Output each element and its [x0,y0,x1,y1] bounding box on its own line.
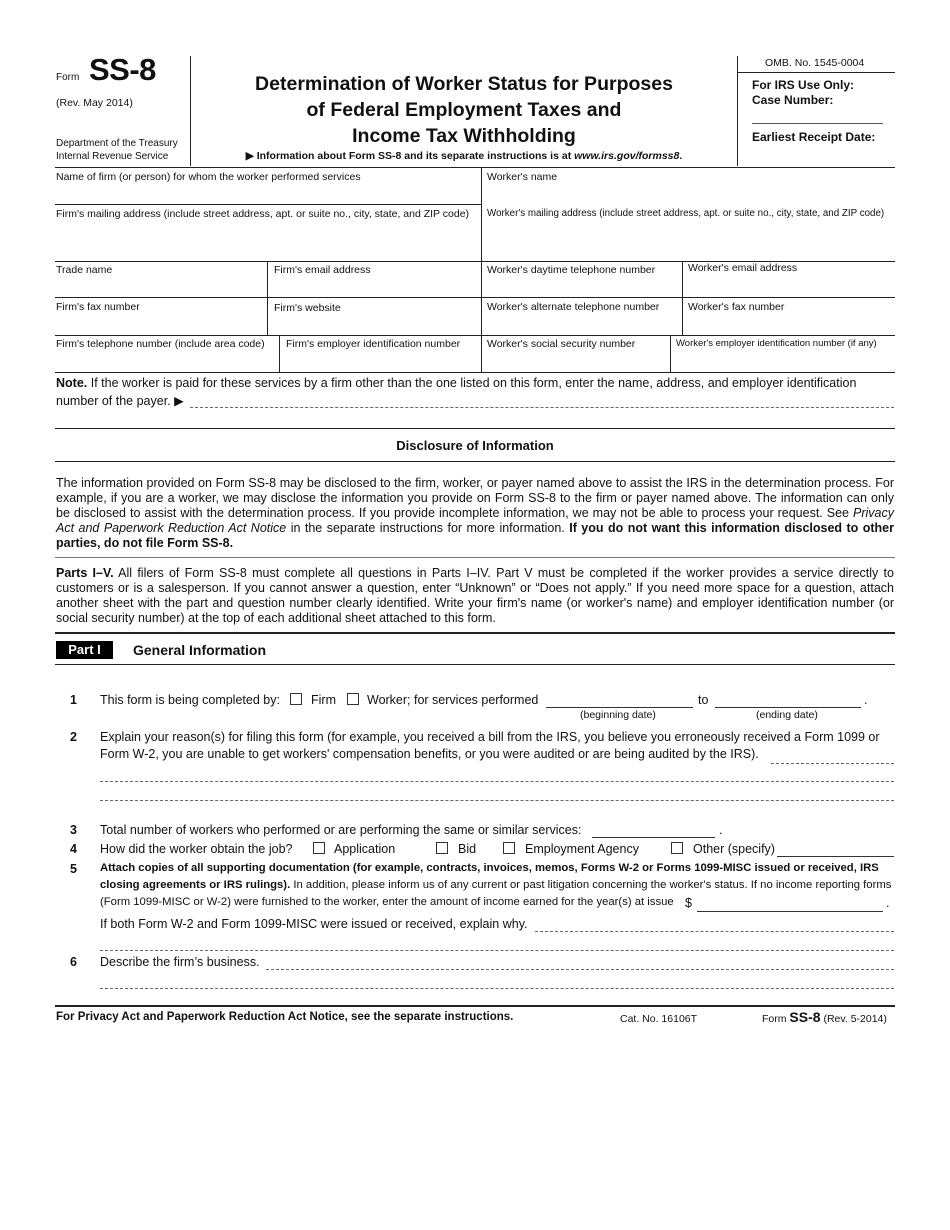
q1-begin-date-input[interactable] [548,692,691,706]
parts-intro-body: All filers of Form SS-8 must complete all questions in Parts I–IV. Part V must be completed if the worker provides a service directly to customers or is a salesperson. If you cannot answer a question, enter “Unknown” or “Does not apply.” If you need more space for a question, attach another sheet with the part and question number clearly identified. Write your firm's name (or worker's name) and employer identification number (or social security number) at the top of each additional sheet attached to this form. [56,566,894,625]
firm-fax-label: Firm's fax number [56,301,140,313]
rule [55,428,895,429]
q6-answer-line-1 [266,969,894,970]
firm-ein-label: Firm's employer identification number [286,338,461,350]
worker-address-input[interactable] [488,226,888,256]
worker-alt-phone-input[interactable] [488,316,678,332]
q1-worker-label: Worker; for services performed [367,693,539,707]
note-text-1: If the worker is paid for these services by a firm other than the one listed on this form, enter the name, address, and employer identification [90,376,857,390]
q4-other-line [777,856,894,857]
part-1-badge [56,641,113,659]
q2-number: 2 [70,730,77,744]
title-line-3: Income Tax Withholding [352,125,576,147]
q1-firm-checkbox[interactable] [290,693,302,705]
q3-answer-line [592,837,715,838]
worker-fax-label: Worker's fax number [688,301,785,313]
q4-bid-checkbox[interactable] [436,842,448,854]
grid-line [279,335,280,372]
q5-line-2-rest: In addition, please inform us of any current or past litigation concerning the worker's status. If no income reporting forms [293,879,892,891]
firm-website-label: Firm's website [274,302,341,314]
payer-note [56,376,896,416]
note-arrow-icon: ▶ [174,394,184,408]
note-label: Note. [56,376,88,390]
worker-ssn-label: Worker's social security number [487,338,636,350]
rule [55,461,895,462]
payer-line [190,407,894,408]
info-text: Information about Form SS-8 and its separate instructions is at [256,150,572,162]
q4-agency-checkbox[interactable] [503,842,515,854]
footer-form-id [762,1009,887,1025]
q5-period: . [886,896,890,910]
firm-phone-label: Firm's telephone number (include area code) [56,338,265,350]
worker-day-phone-input[interactable] [488,279,678,295]
firm-ein-input[interactable] [286,354,476,370]
note-line-1 [56,376,856,390]
q4-bid-label: Bid [458,842,477,856]
firm-fax-input[interactable] [58,316,263,332]
omb-number: OMB. No. 1545-0004 [765,57,865,69]
footer-privacy: For Privacy Act and Paperwork Reduction Act Notice, see the separate instructions. [56,1011,514,1023]
q1-end-date-line [715,707,861,708]
q4-text: How did the worker obtain the job? [100,842,293,856]
worker-alt-phone-label: Worker's alternate telephone number [487,301,660,313]
q6-number: 6 [70,955,77,969]
worker-day-phone-label: Worker's daytime telephone number [487,264,656,276]
grid-line [481,167,482,372]
form-word: Form [56,72,80,83]
q3-number: 3 [70,823,77,837]
q5-line-2-bold: closing agreements or IRS rulings). [100,879,291,891]
firm-website-input[interactable] [274,316,477,332]
q1-worker-checkbox[interactable] [347,693,359,705]
q2-answer-line-1 [771,763,894,764]
footer-form-word: Form [762,1013,787,1025]
disclosure-part-1: The information provided on Form SS-8 may be disclosed to the firm, worker, or payer named above to assist the IRS in the determination process. For example, if you are a worker, we may disclose the information you provide on Form SS-8 to the firm or payer named above. The information can only be disclosed to assist with the determination process. If you provide incomplete information, we may not be able to process your request. See [56,476,894,520]
info-arrow-icon: ▶ [245,150,254,162]
grid-line [55,297,895,298]
dept-line-1: Department of the Treasury [56,138,178,149]
grid-line [55,335,895,336]
grid-line [55,204,481,205]
q5-answer-line-1 [535,931,894,932]
q1-text: This form is being completed by: [100,693,280,707]
q2-line-1: Explain your reason(s) for filing this form (for example, you received a bill from the IRS, you believe you erroneously received a Form 1099 or [100,730,880,744]
q4-application-label: Application [334,842,396,856]
q2-line-2: Form W-2, you are unable to get workers' compensation benefits, or you were audited or are being audited by the IRS). [100,747,759,761]
title-line-2: of Federal Employment Taxes and [306,99,622,121]
q5-line-4: If both Form W-2 and Form 1099-MISC were issued or received, explain why. [100,917,528,931]
q2-answer-line-3 [100,800,894,801]
note-line-2 [56,393,184,408]
q3-text: Total number of workers who performed or are performing the same or similar services: [100,823,582,837]
firm-name-label: Name of firm (or person) for whom the worker performed services [56,171,361,183]
q1-end-date-input[interactable] [717,692,859,706]
firm-email-input[interactable] [274,279,477,295]
q6-text: Describe the firm’s business. [100,955,260,969]
rule [55,557,895,558]
title-line-1: Determination of Worker Status for Purposes [255,73,673,95]
disclosure-text [56,476,894,551]
grid-line [55,372,895,373]
q5-number: 5 [70,862,77,876]
q2-answer-input[interactable] [102,766,892,780]
q4-other-label: Other (specify) [693,842,775,856]
disclosure-italic: Privacy Act and Paperwork Reduction Act Notice [56,506,894,535]
footer-form-number: SS-8 [789,1009,821,1025]
q1-firm-label: Firm [311,693,336,707]
worker-email-label: Worker's email address [688,262,798,274]
note-text-2: number of the payer. [56,394,171,408]
q1-begin-date-line [546,707,693,708]
q5-answer-line-2 [100,950,894,951]
grid-line [670,335,671,372]
identification-grid [0,0,950,380]
q4-other-checkbox[interactable] [671,842,683,854]
q3-period: . [719,823,723,837]
q4-number: 4 [70,842,77,856]
rule [55,664,895,665]
q1-number: 1 [70,693,77,707]
grid-line [55,167,895,168]
part-1-badge-text: Part I [68,642,101,657]
info-period: . [679,150,683,162]
q4-application-checkbox[interactable] [313,842,325,854]
case-number-label: Case Number: [752,93,834,107]
form-number: SS-8 [89,52,156,87]
parts-intro-label: Parts I–V. [56,566,114,580]
worker-name-label: Worker's name [487,171,558,183]
q6-answer-line-2 [100,988,894,989]
earliest-receipt-label: Earliest Receipt Date: [752,130,876,144]
trade-name-label: Trade name [56,264,113,276]
firm-address-input[interactable] [58,226,476,256]
worker-ein-input[interactable] [677,354,889,370]
disclosure-bold: If you do not want this information disclosed to other parties, do not file Form SS-8. [56,521,894,550]
q1-to-label: to [698,693,709,707]
q4-agency-label: Employment Agency [525,842,639,856]
worker-address-label: Worker's mailing address (include street address, apt. or suite no., city, state, and ZIP code) [487,208,885,219]
footer-rev: (Rev. 5-2014) [823,1013,887,1025]
worker-ein-label: Worker's employer identification number (if any) [676,338,877,349]
footer-cat-number: Cat. No. 16106T [620,1013,698,1025]
worker-ssn-input[interactable] [488,354,666,370]
q5-line-2 [100,879,891,891]
q1-end-date-label: (ending date) [756,709,818,721]
grid-line [682,261,683,335]
q4-other-input[interactable] [779,841,892,855]
part-1-title: General Information [133,642,267,658]
q5-explain-input[interactable] [537,916,892,930]
q6-answer-input[interactable] [268,954,892,968]
q3-answer-input[interactable] [594,822,713,836]
q5-line-3: (Form 1099-MISC or W-2) were furnished to the worker, enter the amount of income earned for the year(s) at issue [100,896,674,908]
footer-rule [55,1005,895,1007]
grid-line [267,261,268,335]
worker-fax-input[interactable] [689,316,889,332]
q1-period: . [864,693,868,707]
irs-use-only: For IRS Use Only: [752,78,855,92]
info-url[interactable]: www.irs.gov/formss8 [574,150,680,162]
form-revision: (Rev. May 2014) [56,97,133,109]
q1-begin-date-label: (beginning date) [580,709,656,721]
parts-intro-text [56,566,894,626]
trade-name-input[interactable] [58,279,263,295]
firm-address-label: Firm's mailing address (include street address, apt. or suite no., city, state, and ZIP code) [56,208,470,220]
firm-phone-input[interactable] [58,354,274,370]
payer-input[interactable] [192,392,892,406]
firm-email-label: Firm's email address [274,264,371,276]
dept-line-2: Internal Revenue Service [56,151,169,162]
q2-answer-line-2 [100,781,894,782]
q5-amount-line [697,911,883,912]
disclosure-title: Disclosure of Information [396,438,554,453]
q5-line-1: Attach copies of all supporting documentation (for example, contracts, invoices, memos, Forms W-2 or Forms 1099-MISC issued or received, IRS [100,862,879,874]
q5-amount-input[interactable] [699,896,881,910]
disclosure-part-2: in the separate instructions for more information. [290,521,565,535]
q5-dollar-sign: $ [685,896,692,910]
firm-name-input[interactable] [58,186,476,202]
worker-name-input[interactable] [488,186,888,202]
rule [55,632,895,634]
worker-email-input[interactable] [689,279,889,295]
